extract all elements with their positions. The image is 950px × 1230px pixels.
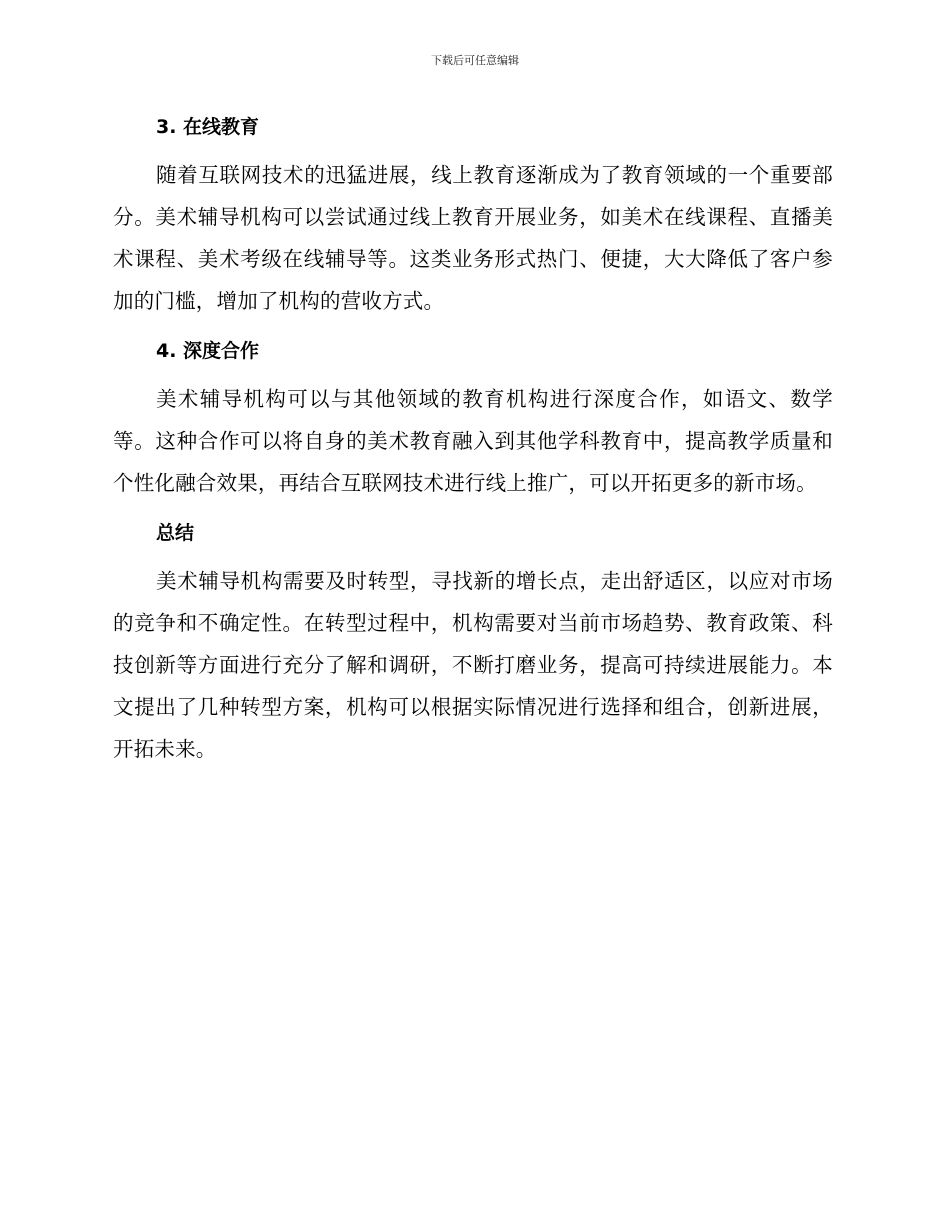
section-heading: 3. 在线教育 [156,116,260,138]
document-body [113,112,833,784]
section-online-education [113,112,833,322]
section-paragraph: 随着互联网技术的迅猛进展，线上教育逐渐成为了教育领域的一个重要部分。美术辅导机构可以尝试通过线上教育开展业务，如美术在线课程、直播美术课程、美术考级在线辅导等。这类业务形式热门、便捷，大大降低了客户参加的门槛，增加了机构的营收方式。 [113,163,833,313]
section-deep-cooperation [113,336,833,504]
page-header-note: 下载后可任意编辑 [431,54,519,67]
section-heading: 4. 深度合作 [156,340,260,362]
section-summary [113,518,833,770]
section-heading: 总结 [156,522,195,544]
section-paragraph: 美术辅导机构需要及时转型，寻找新的增长点，走出舒适区，以应对市场的竞争和不确定性。在转型过程中，机构需要对当前市场趋势、教育政策、科技创新等方面进行充分了解和调研，不断打磨业务，提高可持续进展能力。本文提出了几种转型方案，机构可以根据实际情况进行选择和组合，创新进展，开拓未来。 [113,569,833,761]
section-paragraph: 美术辅导机构可以与其他领域的教育机构进行深度合作，如语文、数学等。这种合作可以将自身的美术教育融入到其他学科教育中，提高教学质量和个性化融合效果，再结合互联网技术进行线上推广，可以开拓更多的新市场。 [113,387,833,495]
